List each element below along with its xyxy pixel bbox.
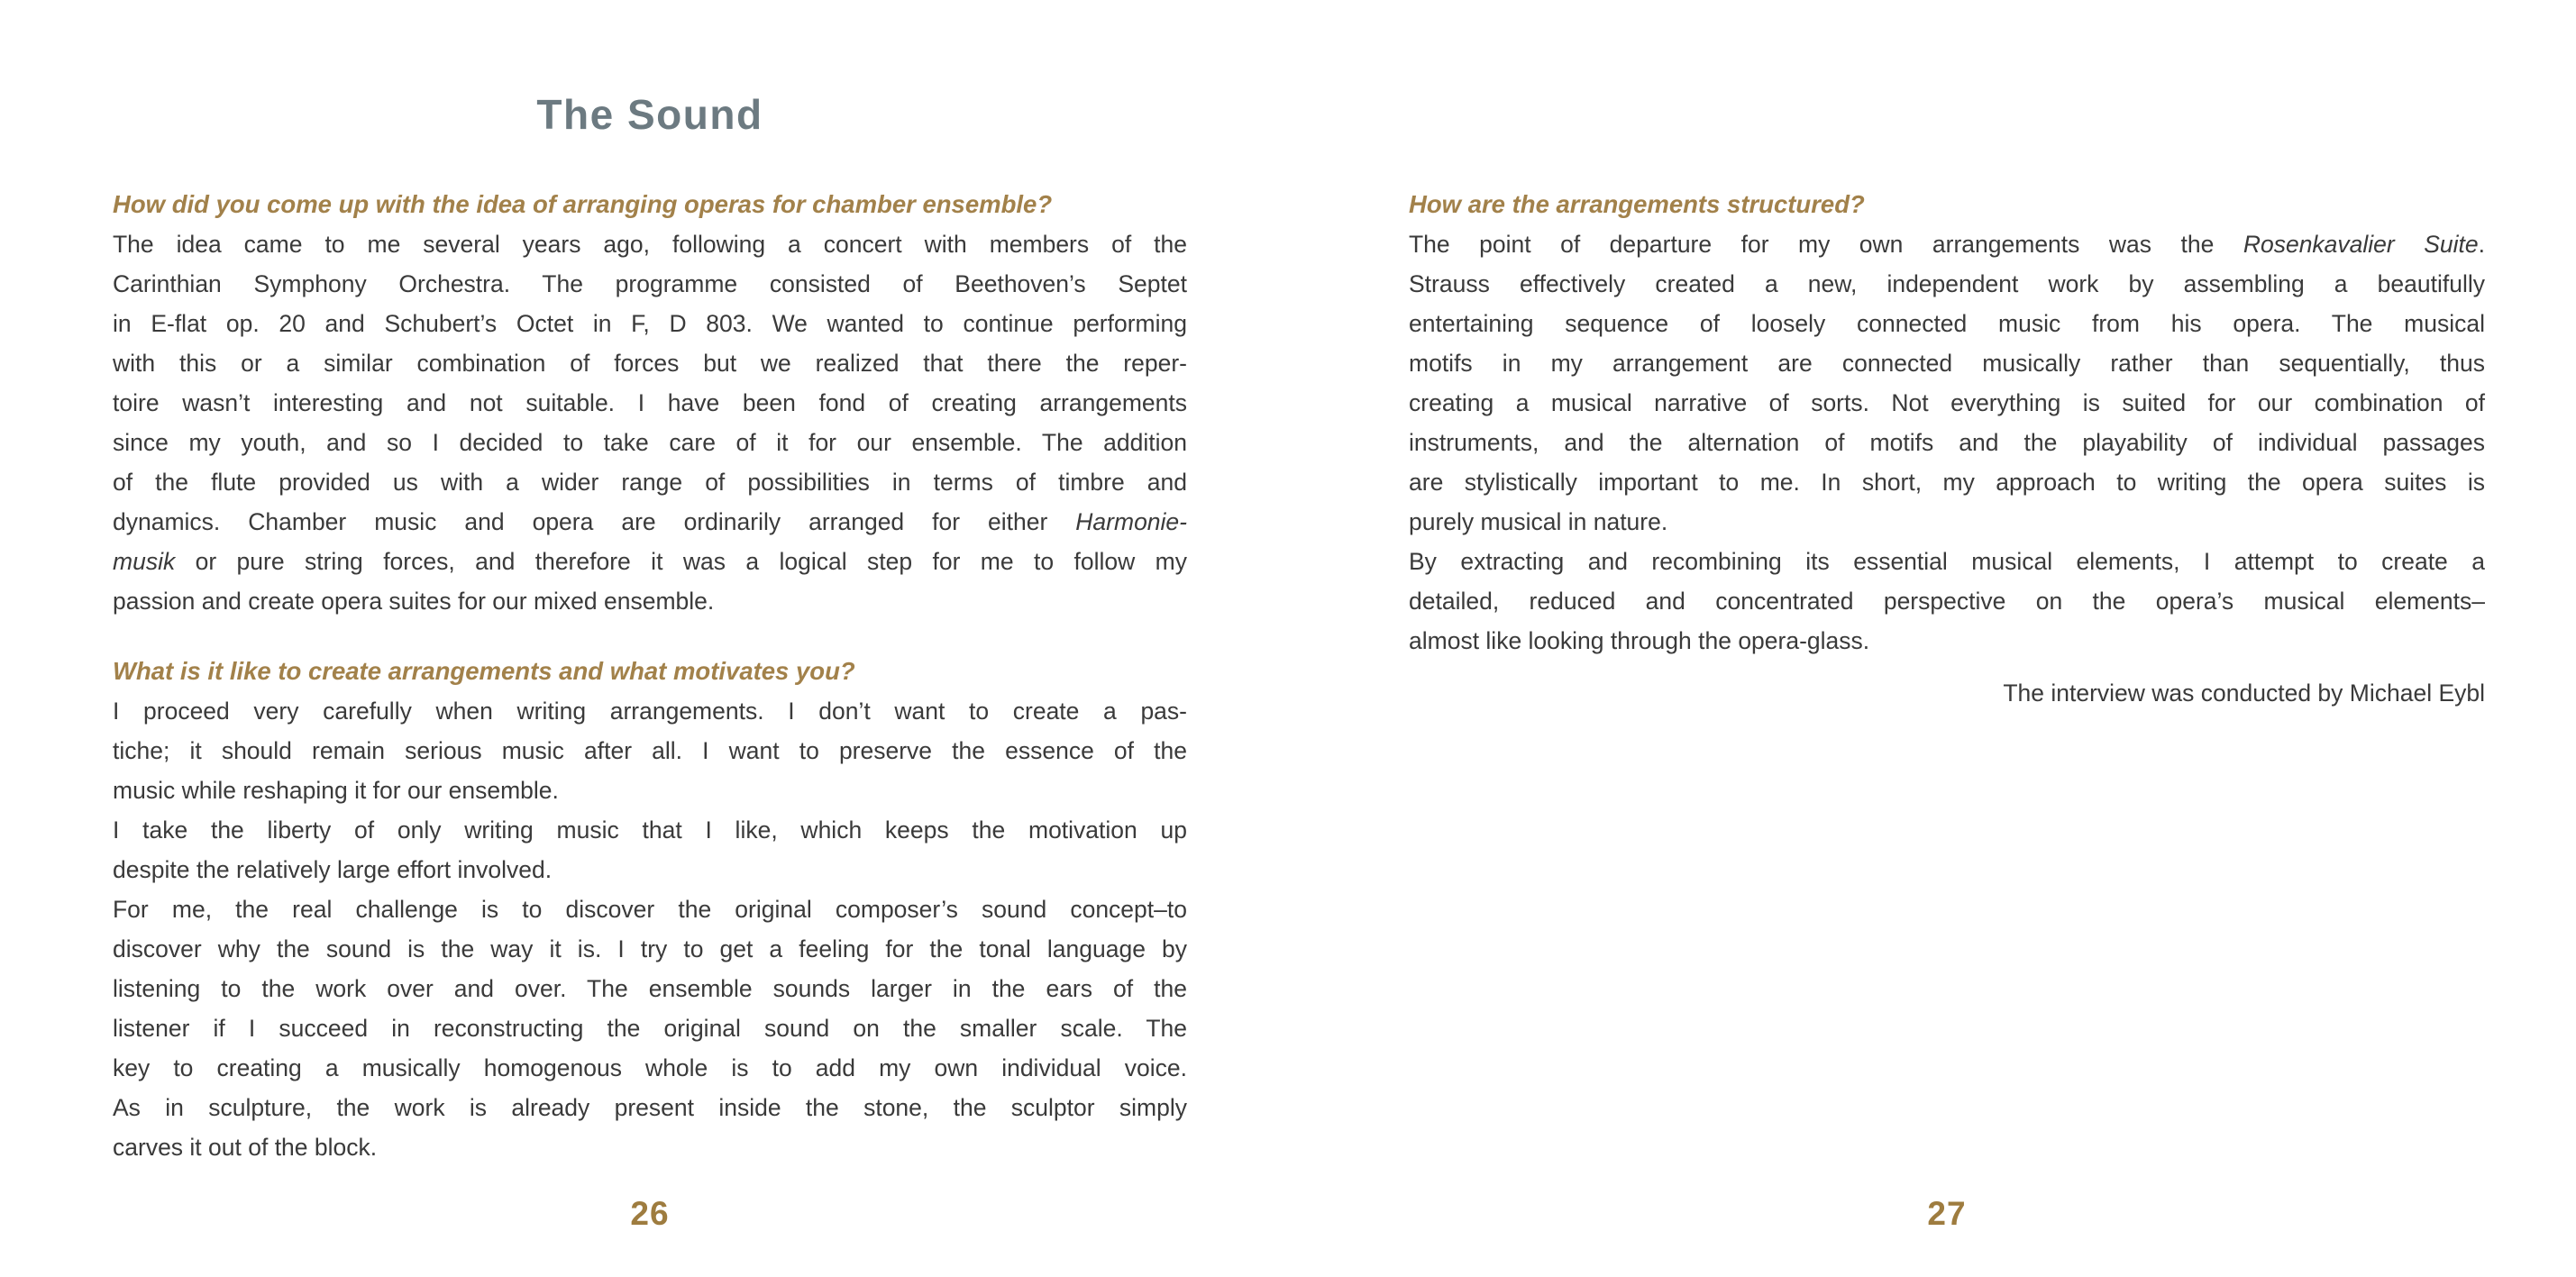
text-line: listening to the work over and over. The ensemble sounds larger in the ears of the (113, 975, 1187, 1002)
text-line: entertaining sequence of loosely connected music from his opera. The musical (1409, 310, 2485, 337)
text-line: since my youth, and so I decided to take care of it for our ensemble. The addition (113, 429, 1187, 456)
page-number-left: 26 (630, 1195, 670, 1232)
text-line: For me, the real challenge is to discover the original composer’s sound concept–to (113, 896, 1187, 923)
text-line: music while reshaping it for our ensemble. (113, 777, 559, 804)
text-line: musik or pure string forces, and therefore it was a logical step for me to follow my (113, 548, 1187, 575)
text-line: instruments, and the alternation of motifs and the playability of individual passages (1409, 429, 2485, 456)
text-line: The idea came to me several years ago, following a concert with members of the (113, 231, 1187, 258)
qa-section (113, 185, 1187, 621)
text-line: key to creating a musically homogenous whole is to add my own individual voice. (113, 1054, 1187, 1081)
text-line: I proceed very carefully when writing arrangements. I don’t want to create a pas- (113, 698, 1187, 725)
question-heading: How are the arrangements structured? (1409, 190, 1865, 218)
text-line: purely musical in nature. (1409, 508, 1668, 535)
attribution-line: The interview was conducted by Michael Eybl (2003, 680, 2485, 707)
text-line: I take the liberty of only writing music that I like, which keeps the motivation up (113, 816, 1187, 844)
text-line: The point of departure for my own arrangements was the Rosenkavalier Suite. (1409, 231, 2486, 258)
text-line: tiche; it should remain serious music after all. I want to preserve the essence of the (113, 737, 1187, 764)
text-line: Strauss effectively created a new, independent work by assembling a beautifully (1409, 270, 2485, 297)
text-line: in E-flat op. 20 and Schubert’s Octet in F, D 803. We wanted to continue performing (113, 310, 1187, 337)
text-line: discover why the sound is the way it is. I try to get a feeling for the tonal language by (113, 935, 1187, 962)
text-line: passion and create opera suites for our mixed ensemble. (113, 588, 715, 615)
text-line: carves it out of the block. (113, 1134, 378, 1161)
text-line: are stylistically important to me. In short, my approach to writing the opera suites is (1409, 469, 2485, 496)
text-line: with this or a similar combination of forces but we realized that there the reper- (113, 350, 1187, 377)
text-line: creating a musical narrative of sorts. Not everything is suited for our combination of (1409, 389, 2485, 416)
left-text-column (113, 185, 1187, 1167)
question-heading: How did you come up with the idea of arranging operas for chamber ensemble? (113, 190, 1053, 218)
page-title: The Sound (536, 91, 763, 138)
text-line: listener if I succeed in reconstructing the original sound on the smaller scale. The (113, 1015, 1187, 1042)
right-text-column (1409, 185, 2485, 713)
text-line: As in sculpture, the work is already present inside the stone, the sculptor simply (113, 1094, 1187, 1121)
text-line: By extracting and recombining its essential musical elements, I attempt to create a (1409, 548, 2485, 575)
qa-section (1409, 185, 2485, 661)
text-line: toire wasn’t interesting and not suitable. I have been fond of creating arrangements (113, 389, 1187, 416)
text-line: Carinthian Symphony Orchestra. The programme consisted of Beethoven’s Septet (113, 270, 1187, 297)
text-line: despite the relatively large effort involved. (113, 856, 553, 883)
text-line: detailed, reduced and concentrated perspective on the opera’s musical elements– (1409, 588, 2485, 615)
text-line: almost like looking through the opera-glass. (1409, 627, 1870, 654)
text-line: of the flute provided us with a wider range of possibilities in terms of timbre and (113, 469, 1187, 496)
qa-section (113, 652, 1187, 1167)
text-line: dynamics. Chamber music and opera are ordinarily arranged for either Harmonie- (113, 508, 1187, 535)
page-number-right: 27 (1927, 1195, 1967, 1232)
question-heading: What is it like to create arrangements and what motivates you? (113, 657, 855, 685)
text-line: motifs in my arrangement are connected musically rather than sequentially, thus (1409, 350, 2485, 377)
